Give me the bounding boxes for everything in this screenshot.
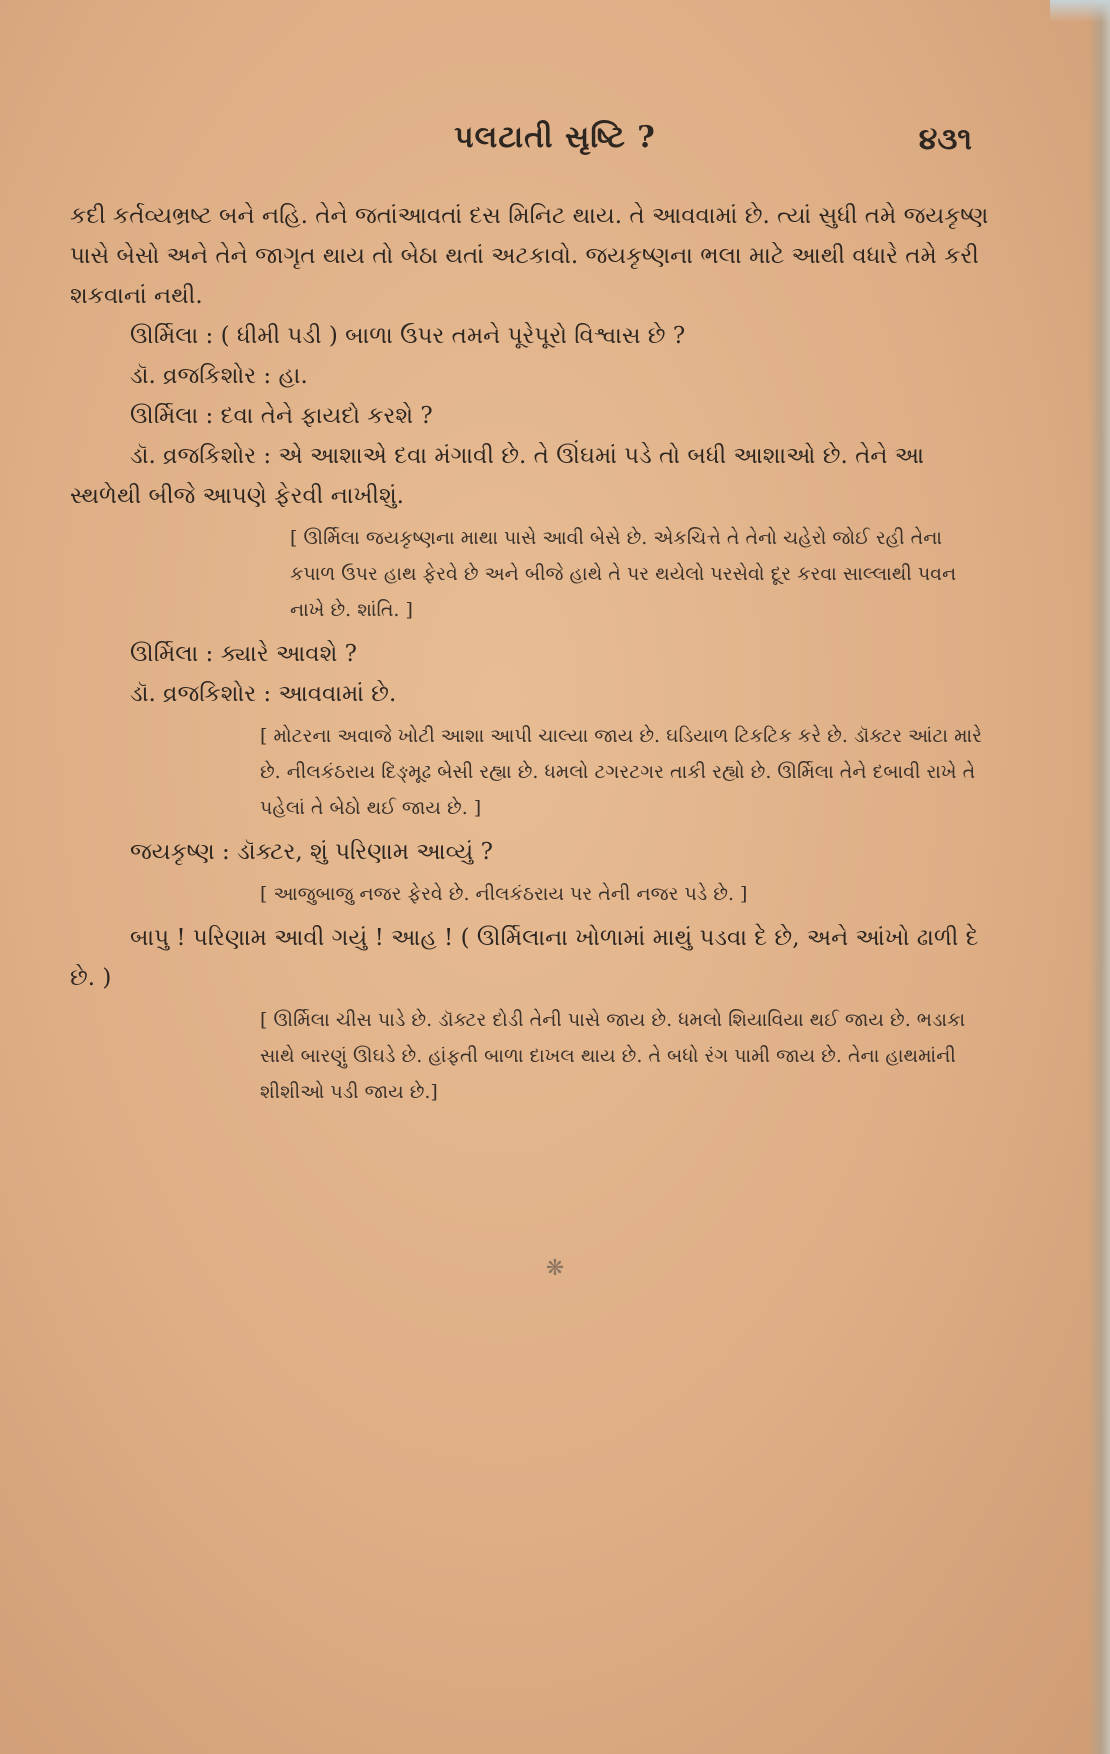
ornament-icon: ❋: [545, 1256, 565, 1281]
stage-direction: [ ઊર્મિલા ચીસ પાડે છે. ડૉક્ટર દોડી તેની પાસે જાય છે. ધમલો શિયાવિયા થઈ જાય છે. ભડાકા સાથે બારણું ઊઘડે છે. હાંફતી બાળા દાખલ થાય છે. તે બધો રંગ પામી જાય છે. તેના હાથમાંની શીશીઓ પડી જાય છે.]: [260, 1009, 966, 1103]
page-edge: [1088, 0, 1110, 1754]
dialogue-line: ઊર્મિલા : દવા તેને ફાયદો કરશે ?: [130, 403, 433, 429]
stage-direction: [ મોટરના અવાજે ખોટી આશા આપી ચાલ્યા જાય છે. ઘડિયાળ ટિકટિક કરે છે. ડૉક્ટર આંટા મારે છે. નીલકંઠરાય દિઙ્મૂઢ બેસી રહ્યા છે. ધમલો ટગરટગર તાકી રહ્યો છે. ઊર્મિલા તેને દબાવી રાખે તે પહેલાં તે બેઠો થઈ જાય છે. ]: [260, 725, 982, 819]
stage-direction: [ આજુબાજુ નજર ફેરવે છે. નીલકંઠરાય પર તેની નજર પડે છે. ]: [260, 883, 748, 905]
dialogue-line: ડૉ. વ્રજકિશોર : આવવામાં છે.: [130, 681, 397, 707]
stage-direction: [ ઊર્મિલા જયકૃષ્ણના માથા પાસે આવી બેસે છે. એકચિત્તે તે તેનો ચહેરો જોઈ રહી તેના કપાળ ઉપર હાથ ફેરવે છે અને બીજે હાથે તે પર થયેલો પરસેવો દૂર કરવા સાલ્લાથી પવન નાખે છે. શાંતિ. ]: [290, 527, 957, 621]
dialogue-line: ઊર્મિલા : ( ધીમી પડી ) બાળા ઉપર તમને પૂરેપૂરો વિશ્વાસ છે ?: [130, 323, 686, 349]
dialogue-line: ડૉ. વ્રજકિશોર : હા.: [130, 363, 308, 389]
dialogue-line: ઊર્મિલા : ક્યારે આવશે ?: [130, 641, 357, 667]
running-title: પલટાતી સૃષ્ટિ ?: [454, 120, 656, 155]
dialogue-line: જયકૃષ્ણ : ડૉક્ટર, શું પરિણામ આવ્યું ?: [130, 839, 493, 865]
paragraph: કદી કર્તવ્યભ્રષ્ટ બને નહિ. તેને જતાંઆવતાં દસ મિનિટ થાય. તે આવવામાં છે. ત્યાં સુધી તમે જયકૃષ્ણ પાસે બેસો અને તેને જાગૃત થાય તો બેઠા થતાં અટકાવો. જયકૃષ્ણના ભલા માટે આથી વધારે તમે કરી શકવાનાં નથી.: [70, 203, 989, 309]
page-body: [70, 196, 990, 1116]
scan-corner: [1050, 0, 1110, 22]
page-number: ૪૩૧: [918, 122, 972, 157]
dialogue-line: ડૉ. વ્રજકિશોર : એ આશાએ દવા મંગાવી છે. તે ઊંઘમાં પડે તો બધી આશાઓ છે. તેને આ સ્થળેથી બીજે આપણે ફેરવી નાખીશું.: [70, 443, 925, 509]
dialogue-line: બાપુ ! પરિણામ આવી ગયું ! આહ ! ( ઊર્મિલાના ખોળામાં માથું પડવા દે છે, અને આંખો ઢાળી દે છે. ): [70, 925, 979, 991]
